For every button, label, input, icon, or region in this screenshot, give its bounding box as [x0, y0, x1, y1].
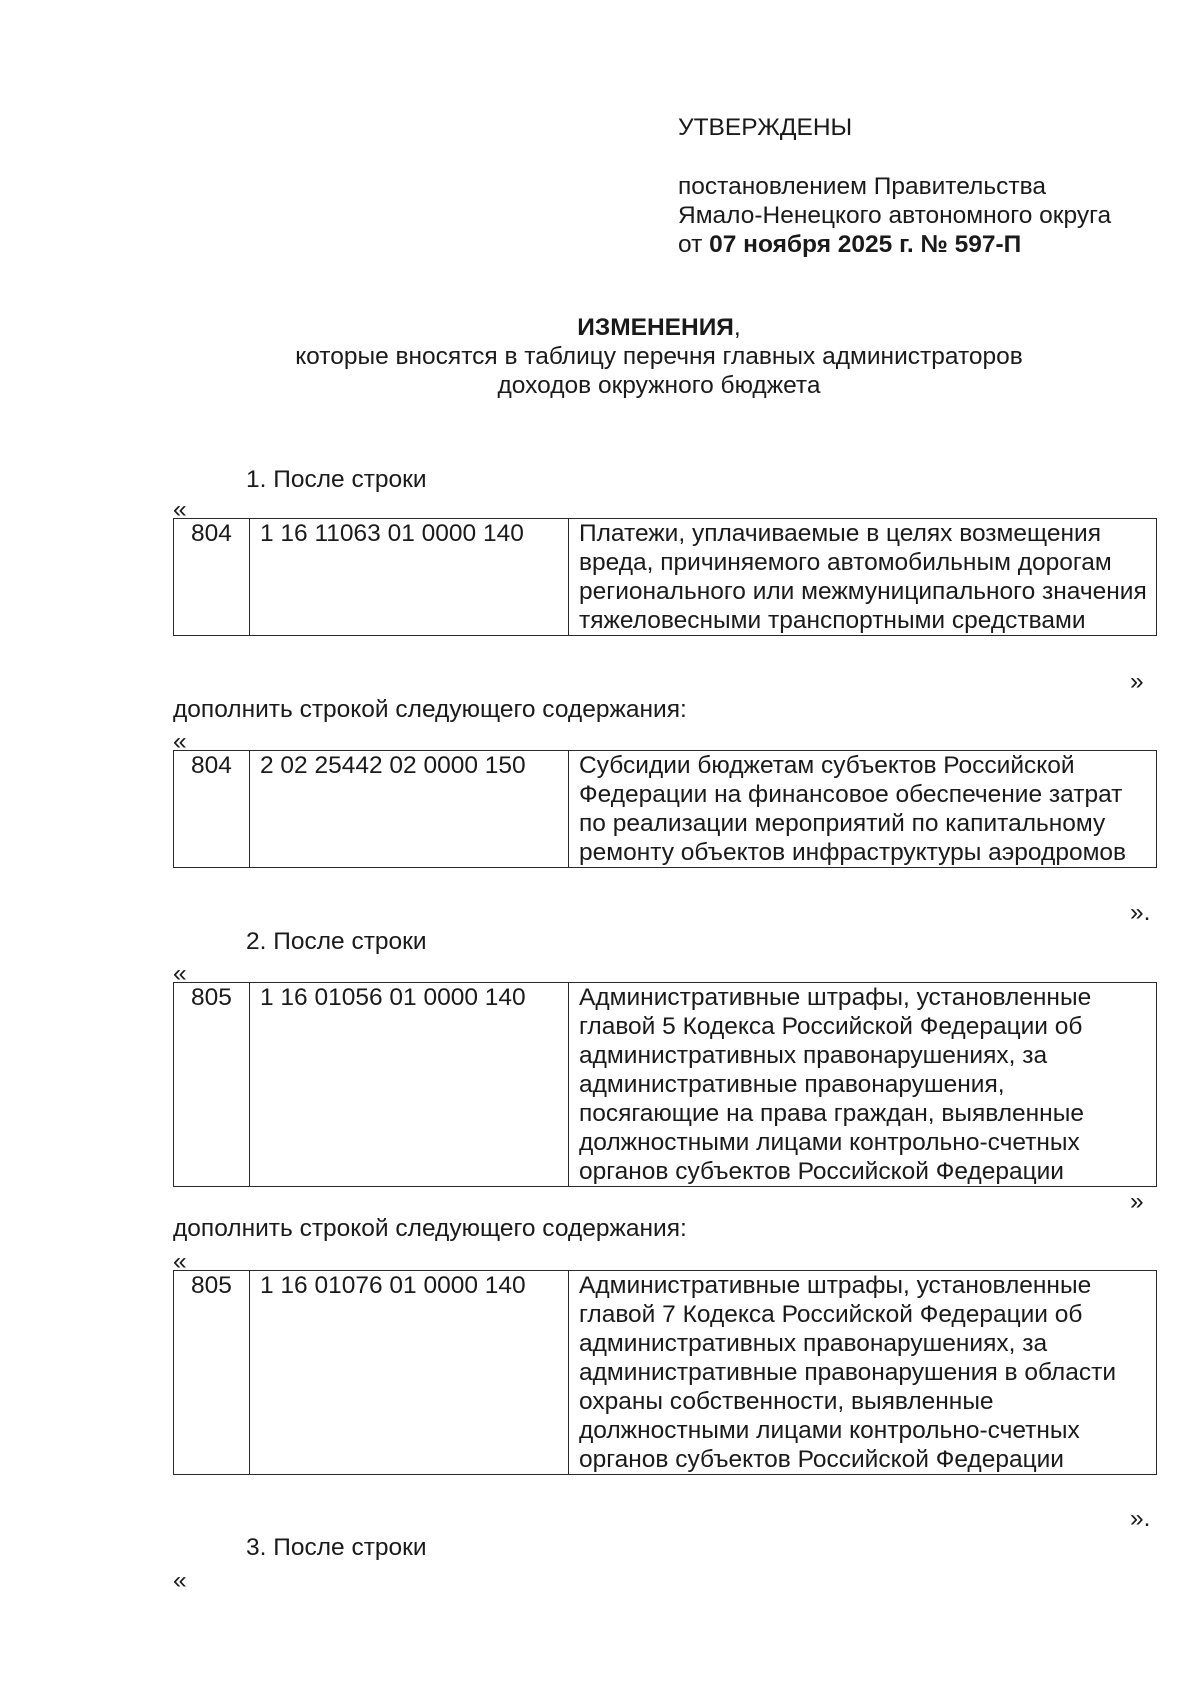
- item-2-label: 2. После строки: [246, 928, 427, 955]
- quote-open: «: [173, 728, 187, 755]
- item-1-new-row-table: [173, 750, 1157, 868]
- approval-decree: [678, 230, 1178, 259]
- admin-code-cell: 805: [174, 1271, 250, 1475]
- item-1-after-row-table: [173, 518, 1157, 636]
- decree-number: 07 ноября 2025 г. № 597-П: [709, 231, 1022, 258]
- quote-close: ».: [1130, 1505, 1151, 1532]
- approval-line-2: Ямало-Ненецкого автономного округа: [678, 202, 1112, 229]
- heading-line-2: которые вносятся в таблицу перечня главных администраторов: [295, 343, 1023, 370]
- kbk-code-cell: 1 16 01076 01 0000 140: [250, 1271, 569, 1475]
- revenue-name-cell: Административные штрафы, установленные главой 5 Кодекса Российской Федерации об административных правонарушениях, за административные правонарушения, посягающие на права граждан, выявленные должностными лицами контрольно-счетных органов субъектов Российской Федерации: [569, 983, 1157, 1187]
- admin-code-cell: 804: [174, 751, 250, 868]
- heading-title: ИЗМЕНЕНИЯ: [577, 314, 734, 341]
- kbk-code-cell: 2 02 25442 02 0000 150: [250, 751, 569, 868]
- table-row: [174, 1271, 1157, 1475]
- approval-block: [678, 113, 1178, 259]
- item-2-new-row-table: [173, 1270, 1157, 1475]
- kbk-code-cell: 1 16 01056 01 0000 140: [250, 983, 569, 1187]
- item-1-label: 1. После строки: [246, 466, 427, 493]
- item-3-label: 3. После строки: [246, 1534, 427, 1561]
- kbk-code-cell: 1 16 11063 01 0000 140: [250, 519, 569, 636]
- quote-close: »: [1130, 668, 1144, 695]
- admin-code-cell: 805: [174, 983, 250, 1187]
- quote-close: ».: [1130, 899, 1151, 926]
- quote-open: «: [173, 1567, 187, 1594]
- quote-open: «: [173, 496, 187, 523]
- admin-code-cell: 804: [174, 519, 250, 636]
- quote-open: «: [173, 1248, 187, 1275]
- heading-title-suffix: ,: [733, 314, 741, 341]
- approval-line-1: постановлением Правительства: [678, 173, 1046, 200]
- item-2-after-row-table: [173, 982, 1157, 1187]
- quote-close: »: [1130, 1188, 1144, 1215]
- item-2-supplement-text: дополнить строкой следующего содержания:: [173, 1215, 687, 1242]
- table-row: [174, 519, 1157, 636]
- revenue-name-cell: Административные штрафы, установленные главой 7 Кодекса Российской Федерации об административных правонарушениях, за административные правонарушения в области охраны собственности, выявленные должностными лицами контрольно-счетных органов субъектов Российской Федерации: [569, 1271, 1157, 1475]
- decree-prefix: от: [678, 231, 710, 258]
- document-heading: [0, 313, 1200, 400]
- heading-line-3: доходов окружного бюджета: [497, 372, 821, 399]
- table-row: [174, 983, 1157, 1187]
- revenue-name-cell: Платежи, уплачиваемые в целях возмещения вреда, причиняемого автомобильным дорогам регионального или межмуниципального значения тяжеловесными транспортными средствами: [569, 519, 1157, 636]
- item-1-supplement-text: дополнить строкой следующего содержания:: [173, 696, 687, 723]
- quote-open: «: [173, 960, 187, 987]
- heading-title-line: [0, 313, 1200, 342]
- approval-title: УТВЕРЖДЕНЫ: [678, 114, 853, 141]
- revenue-name-cell: Субсидии бюджетам субъектов Российской Федерации на финансовое обеспечение затрат по реализации мероприятий по капитальному ремонту объектов инфраструктуры аэродромов: [569, 751, 1157, 868]
- table-row: [174, 751, 1157, 868]
